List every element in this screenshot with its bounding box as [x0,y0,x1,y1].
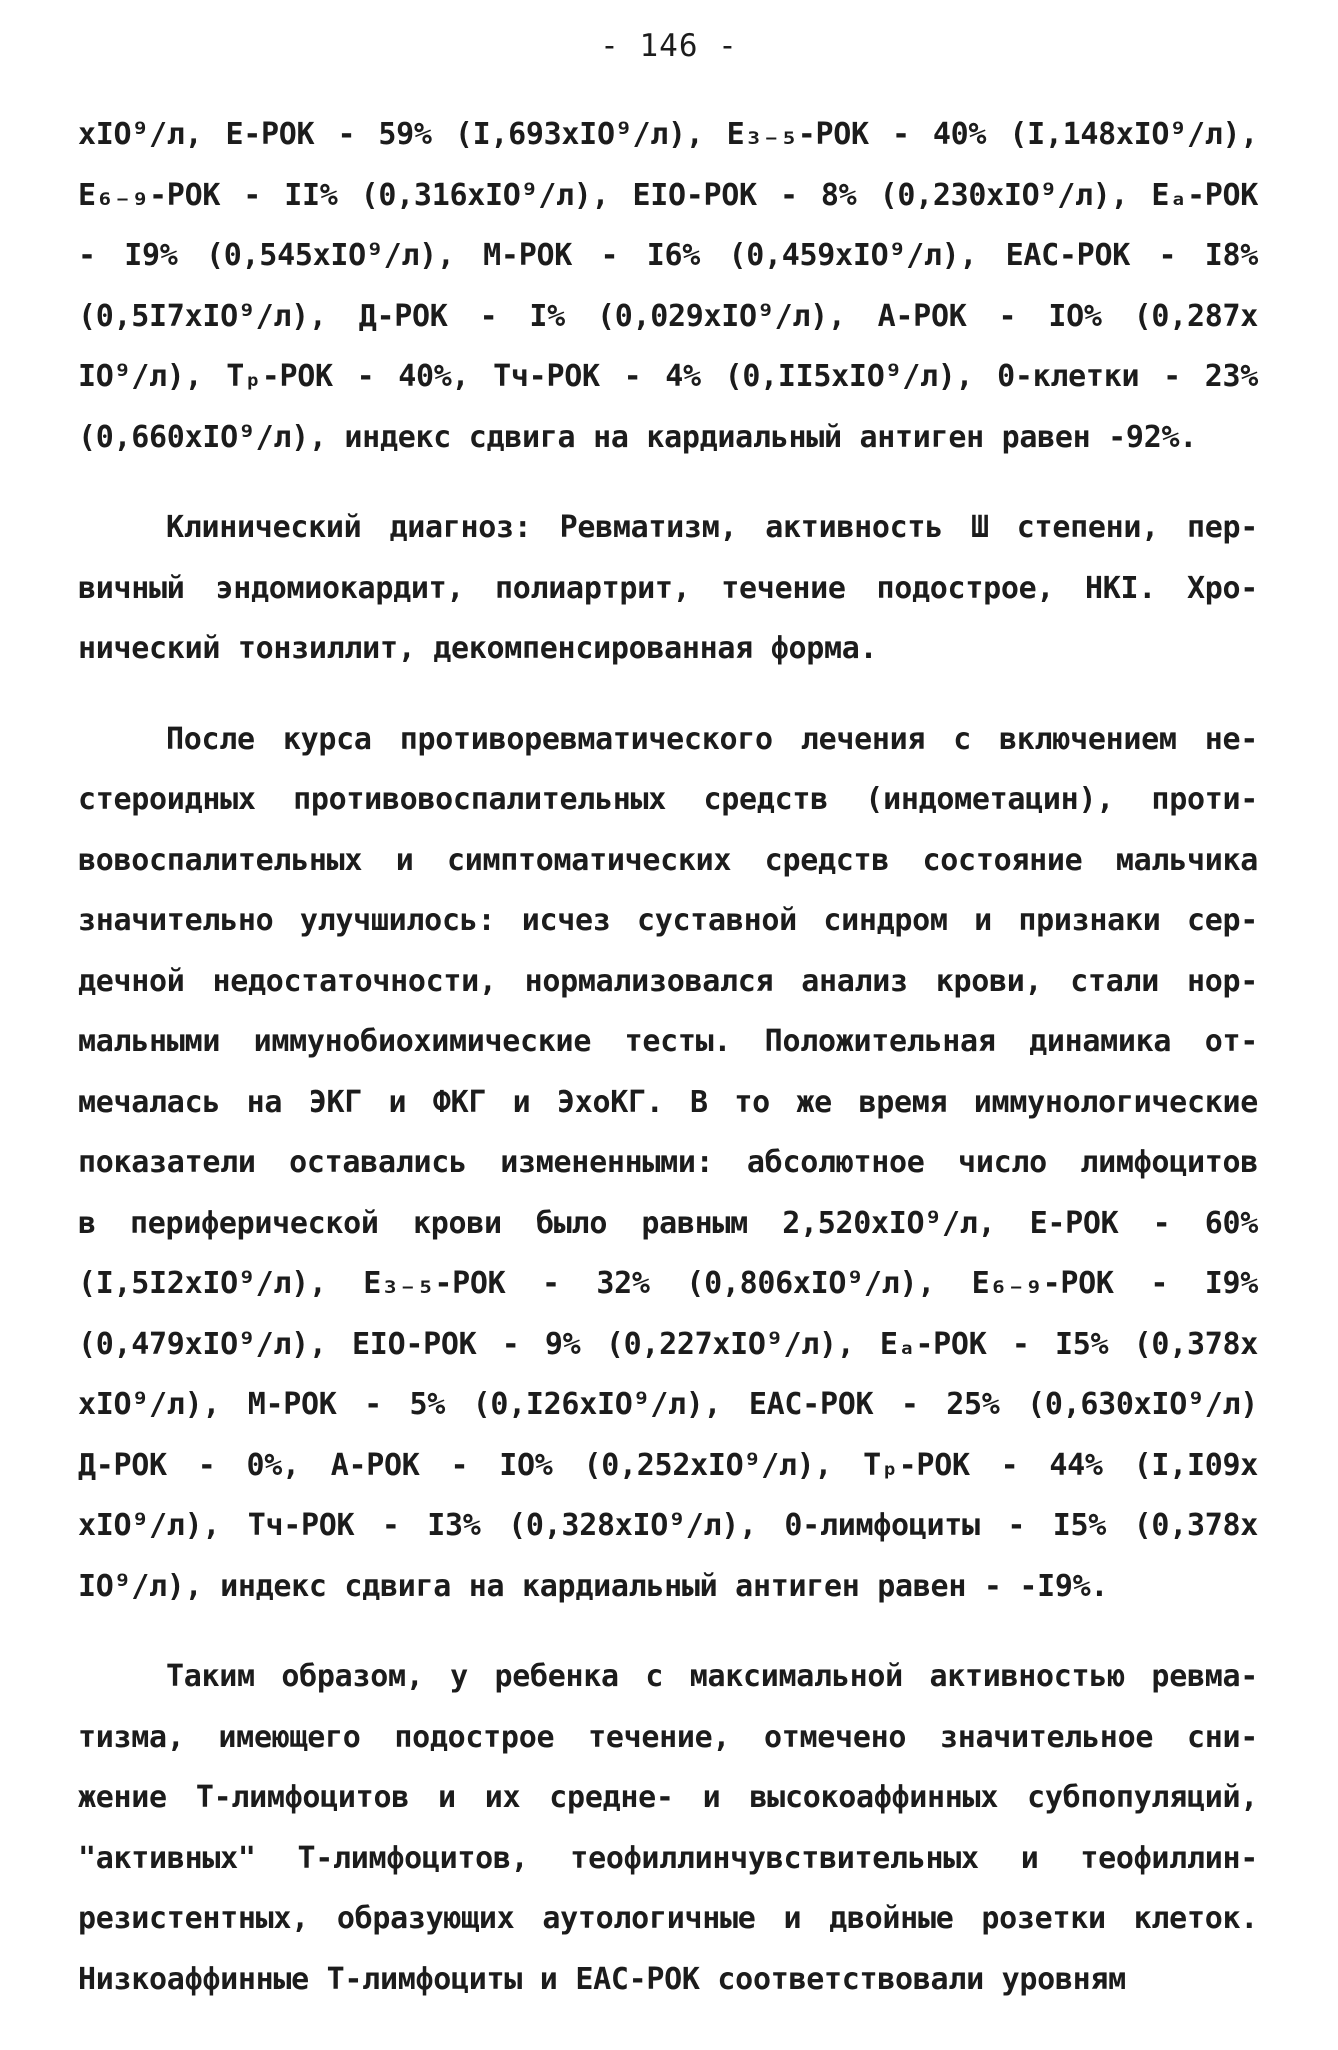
text-line: (I,5I2xIO⁹/л), Е₃₋₅-РОК - 32% (0,806xIO⁹/л), Е₆₋₉-РОК - I9% [78,1266,1258,1301]
text-line: вичный эндомиокардит, полиартрит, течение подострое, НКI. Хро- [78,570,1258,606]
text-line: IO⁹/л), индекс сдвига на кардиальный антиген равен - -I9%. [78,1568,1109,1604]
paragraph [78,105,1258,468]
text-line: IO⁹/л), Тₚ-РОК - 40%, Тч-РОК - 4% (0,II5xIO⁹/л), 0-клетки - 23% [78,359,1258,394]
text-line: Е₆₋₉-РОК - II% (0,316xIO⁹/л), ЕIO-РОК - 8% (0,230xIO⁹/л), Еₐ-РОК [78,177,1258,213]
text-line: Клинический диагноз: Ревматизм, активность Ш степени, пер- [166,510,1258,545]
text-line: - I9% (0,545xIO⁹/л), М-РОК - I6% (0,459xIO⁹/л), ЕАС-РОК - I8% [78,238,1258,273]
text-line: xIO⁹/л, Е-РОК - 59% (I,693xIO⁹/л), Е₃₋₅-РОК - 40% (I,148xIO⁹/л), [78,117,1258,152]
paragraph [78,710,1258,1618]
text-line: (0,5I7xIO⁹/л), Д-РОК - I% (0,029xIO⁹/л), А-РОК - IO% (0,287x [78,298,1258,334]
text-line: показатели оставались измененными: абсолютное число лимфоцитов [78,1145,1258,1180]
body-text [78,105,1258,2010]
text-line: мечалась на ЭКГ и ФКГ и ЭхоКГ. В то же время иммунологические [78,1084,1258,1120]
text-line: тизма, имеющего подострое течение, отмечено значительное сни- [78,1719,1258,1755]
paragraph-gap [78,680,1258,710]
text-line: (0,479xIO⁹/л), ЕIO-РОК - 9% (0,227xIO⁹/л), Еₐ-РОК - I5% (0,378x [78,1326,1258,1362]
text-line: в периферической крови было равным 2,520xIO⁹/л, Е-РОК - 60% [78,1205,1258,1241]
paragraph [78,1647,1258,2010]
text-line: значительно улучшилось: исчез суставной синдром и признаки сер- [78,903,1258,938]
text-line: Низкоаффинные Т-лимфоциты и ЕАС-РОК соответствовали уровням [78,1961,1126,1997]
text-line: xIO⁹/л), М-РОК - 5% (0,I26xIO⁹/л), ЕАС-РОК - 25% (0,630xIO⁹/л) [78,1387,1258,1422]
text-line: Таким образом, у ребенка с максимальной активностью ревма- [166,1659,1258,1694]
text-line: (0,660xIO⁹/л), индекс сдвига на кардиальный антиген равен -92%. [78,419,1197,455]
text-line: стероидных противовоспалительных средств (индометацин), проти- [78,782,1258,817]
text-line: вовоспалительных и симптоматических средств состояние мальчика [78,842,1258,878]
text-line: дечной недостаточности, нормализовался анализ крови, стали нор- [78,963,1258,999]
text-line: резистентных, образующих аутологичные и двойные розетки клеток. [78,1901,1258,1936]
text-line: "активных" Т-лимфоцитов, теофиллинчувствительных и теофиллин- [78,1840,1258,1876]
text-line: После курса противоревматического лечения с включением не- [166,721,1258,757]
paragraph-gap [78,1617,1258,1647]
text-line: жение Т-лимфоцитов и их средне- и высокоаффинных субпопуляций, [78,1780,1258,1815]
text-line: мальными иммунобиохимические тесты. Положительная динамика от- [78,1024,1258,1059]
paragraph-gap [78,468,1258,498]
page-number: - 146 - [600,28,738,64]
text-line: xIO⁹/л), Тч-РОК - I3% (0,328xIO⁹/л), 0-лимфоциты - I5% (0,378x [78,1508,1258,1543]
text-line: Д-РОК - 0%, А-РОК - IO% (0,252xIO⁹/л), Тₚ-РОК - 44% (I,I09x [78,1447,1258,1483]
paragraph [78,498,1258,680]
text-line: нический тонзиллит, декомпенсированная форма. [78,631,878,666]
